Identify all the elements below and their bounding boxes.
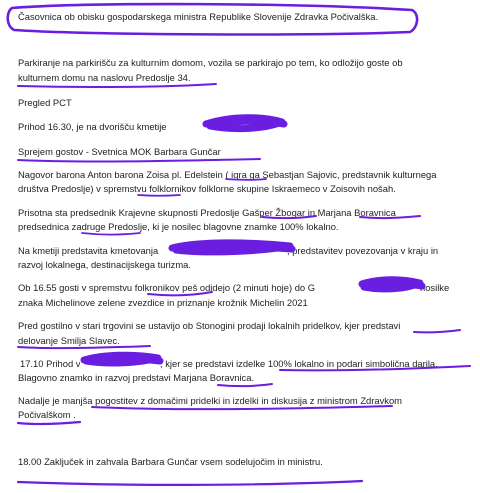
attendees-line-1: Prisotna sta predsednik Krajevne skupnosti Predoslje Gašper Žbogar in Marjana Boravnica	[18, 207, 396, 218]
t1710-line-1a: 17.10 Prihod v	[20, 358, 81, 369]
redact-farm-name	[206, 118, 284, 129]
continuation-line-2: Počivalškom .	[18, 409, 76, 420]
parking-line-2: kulturnem domu na naslovu Predoslje 34.	[18, 72, 191, 83]
redact-shop-name	[84, 355, 160, 363]
t1710-line-1b: , kjer se predstavi izdelke 100% lokalno in podari simbolična darila.	[160, 358, 438, 369]
shop-line-2: delovanje Smilja Slavec.	[18, 335, 120, 346]
farm-line-1b: , predstavitev povezovanja v kraju in	[287, 245, 439, 256]
continuation-line-1: Nadalje je manjša pogostitev z domačimi pridelki in izdelki in diskusija z ministrom Zdravkom	[18, 395, 402, 406]
parking-line-1: Parkiranje na parkirišču za kulturnim domom, vozila se parkirajo po tem, ko odložijo goste ob	[18, 57, 403, 68]
document-title: Časovnica ob obisku gospodarskega ministra Republike Slovenije Zdravka Počivalška.	[18, 11, 379, 22]
closing-line: 18.00 Zaključek in zahvala Barbara Gunčar vsem sodelujočim in ministru.	[18, 456, 323, 467]
underline-reception	[18, 159, 260, 162]
attendees-line-2: predsednica zadruge Predoslje, ki je nosilec blagovne znamke 100% lokalno.	[18, 221, 339, 232]
redact-farmer-names	[172, 243, 292, 252]
walk-line-1b: nosilke	[420, 282, 450, 293]
underline-pocivalskom	[18, 422, 80, 424]
shop-line-1: Pred gostilno v stari trgovini se ustavijo ob Stonogini prodaji lokalnih pridelkov, kjer predstavi	[18, 320, 401, 331]
speech-line-2: društva Predoslje) v spremstvu folklornikov folklorne skupine Iskraemeco v Zoisovih nošah.	[18, 183, 396, 194]
walk-line-2: znaka Michelinove zelene zvezdice in priznanje krožnik Michelin 2021	[18, 297, 308, 308]
arrival-line: Prihod 16.30, je na dvorišču kmetije	[18, 121, 167, 132]
underline-predstavi	[414, 330, 460, 332]
reception-line: Sprejem gostov - Svetnica MOK Barbara Gunčar	[18, 146, 221, 157]
walk-line-1a: Ob 16.55 gosti v spremstvu folkronikov peš odidejo (2 minuti hoje) do G	[18, 282, 316, 293]
underline-closing	[18, 481, 362, 485]
farm-line-1a: Na kmetiji predstavita kmetovanja	[18, 245, 159, 256]
t1710-line-2: Blagovno znamko in razvoj predstavi Marjana Boravnica.	[18, 372, 255, 383]
speech-line-1: Nagovor barona Anton barona Zoisa pl. Edelstein ( igra ga Sebastjan Sajovic, predstavnik kulturnega	[18, 169, 437, 180]
farm-line-2: razvoj lokalnega, destinacijskega turizma.	[18, 259, 192, 270]
pct-line: Pregled PCT	[18, 97, 72, 108]
redact-restaurant-name	[362, 280, 422, 289]
